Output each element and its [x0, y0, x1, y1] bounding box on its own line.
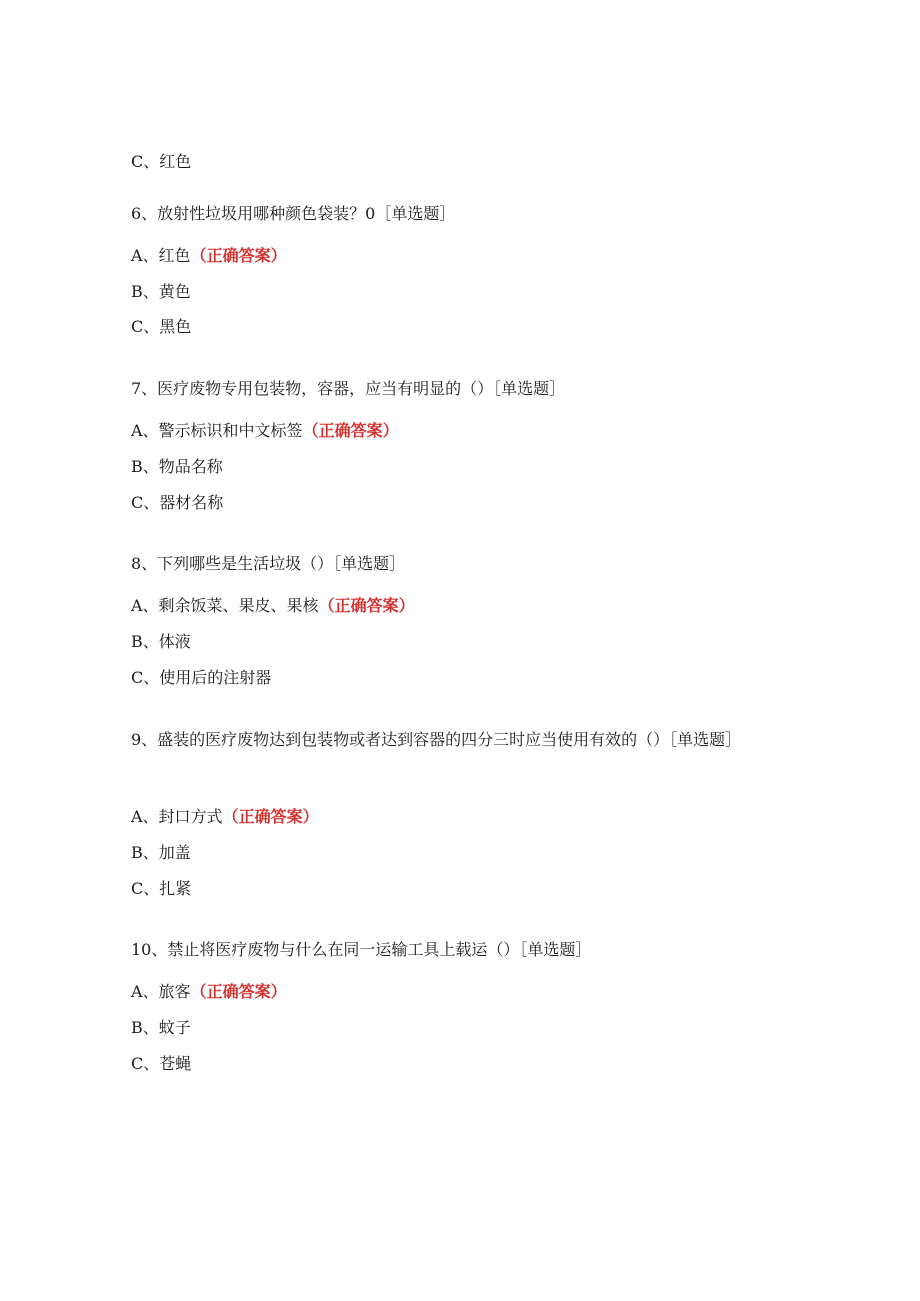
question-10-stem: 10、禁止将医疗废物与什么在同一运输工具上载运（）［单选题］	[131, 940, 592, 959]
question-7-option-b: B、物品名称	[131, 457, 223, 476]
question-10-option-c: C、苍蝇	[131, 1054, 192, 1073]
question-8-option-b: B、体液	[131, 632, 191, 651]
question-7-stem: 7、医疗废物专用包装物，容器，应当有明显的（）［单选题］	[131, 379, 566, 398]
question-9-option-b: B、加盖	[131, 843, 191, 862]
option-label: A、旅客	[131, 982, 191, 1001]
option-label: A、红色	[131, 246, 191, 265]
question-9-option-c: C、扎紧	[131, 879, 192, 898]
question-9-option-a	[131, 807, 319, 827]
question-8-stem: 8、下列哪些是生活垃圾（）［单选题］	[131, 554, 406, 573]
question-7-option-c: C、器材名称	[131, 493, 224, 512]
question-10-option-b: B、蚊子	[131, 1018, 191, 1037]
option-label: A、封口方式	[131, 807, 223, 826]
question-8-option-a	[131, 596, 415, 616]
option-label: A、警示标识和中文标签	[131, 421, 303, 440]
option-label: C、红色	[131, 152, 192, 171]
question-6-option-c: C、黑色	[131, 317, 192, 336]
question-6-option-b: B、黄色	[131, 282, 191, 301]
correct-answer-mark: （正确答案）	[302, 421, 399, 440]
correct-answer-mark: （正确答案）	[318, 596, 415, 615]
question-6-option-a	[131, 246, 287, 266]
correct-answer-mark: （正确答案）	[190, 246, 287, 265]
option-c-q5	[131, 152, 191, 172]
question-8-option-c: C、使用后的注射器	[131, 668, 272, 687]
question-10-option-a	[131, 982, 287, 1002]
question-6-stem: 6、放射性垃圾用哪种颜色袋装？0［单选题］	[131, 204, 456, 223]
question-9-stem: 9、盛装的医疗废物达到包装物或者达到容器的四分三时应当使用有效的（）［单选题］	[131, 730, 742, 749]
correct-answer-mark: （正确答案）	[222, 807, 319, 826]
correct-answer-mark: （正确答案）	[190, 982, 287, 1001]
option-label: A、剩余饭菜、果皮、果核	[131, 596, 319, 615]
question-7-option-a	[131, 421, 399, 441]
